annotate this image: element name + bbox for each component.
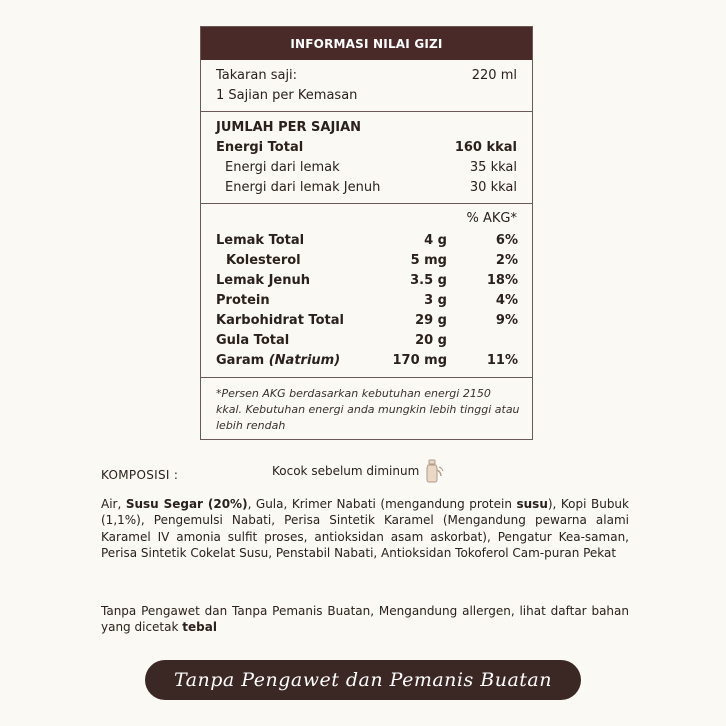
akg-header: % AKG* — [466, 211, 517, 226]
allergen-highlight: Susu Segar (20%) — [125, 497, 248, 511]
nutrient-name: Lemak Total — [216, 233, 305, 248]
divider — [201, 377, 532, 378]
shake-instruction — [272, 458, 445, 484]
nutrient-amount: 170 mg — [392, 353, 447, 368]
serving-size-row — [216, 68, 517, 84]
allergen-note: Tanpa Pengawet dan Tanpa Pemanis Buatan, Mengandung allergen, lihat daftar bahan yang dicetak tebal — [101, 604, 629, 635]
nutrient-amount: 5 mg — [410, 253, 447, 268]
allergen-highlight: susu — [516, 497, 548, 511]
nutrition-facts-panel — [200, 26, 533, 440]
nutrient-akg: 2% — [495, 253, 518, 268]
nutrient-akg: 18% — [486, 273, 518, 288]
nutrient-akg: 9% — [495, 313, 518, 328]
nutrient-name-qualifier: (Natrium) — [268, 353, 341, 368]
energy-label: Energi Total — [216, 140, 304, 155]
nutrient-akg: 11% — [486, 353, 518, 368]
akg-header-row — [216, 211, 517, 227]
serving-size-label: Takaran saji: — [216, 68, 298, 83]
divider — [201, 111, 532, 112]
amount-per-serving-heading: JUMLAH PER SAJIAN — [216, 120, 362, 135]
nutrient-name: Kolesterol — [226, 253, 301, 268]
nutrient-amount: 20 g — [415, 333, 447, 348]
nutrient-name: Karbohidrat Total — [216, 313, 344, 328]
shake-label: Kocok sebelum diminum — [272, 464, 420, 478]
allergen-highlight: tebal — [182, 620, 217, 635]
shaking-bottle-icon — [423, 458, 445, 484]
no-preservatives-banner: Tanpa Pengawet dan Pemanis Buatan — [145, 660, 581, 700]
nutrient-amount: 3.5 g — [410, 273, 447, 288]
energy-value: 35 kkal — [469, 160, 517, 175]
serving-size-value: 220 ml — [471, 68, 517, 83]
energy-value: 30 kkal — [469, 180, 517, 195]
composition-heading: KOMPOSISI : — [101, 468, 179, 482]
nutrient-akg: 6% — [495, 233, 518, 248]
energy-value: 160 kkal — [454, 140, 517, 155]
nutrient-amount: 3 g — [424, 293, 447, 308]
servings-per-pack: 1 Sajian per Kemasan — [216, 88, 358, 103]
energy-saturated-fat-row — [216, 180, 517, 196]
akg-footnote: *Persen AKG berdasarkan kebutuhan energi 2150 kkal. Kebutuhan energi anda mungkin lebih tinggi atau lebih rendah — [216, 387, 520, 432]
composition-text: Air, Susu Segar (20%), Gula, Krimer Nabati (mengandung protein susu), Kopi Bubuk (1,1%), Pengemulsi Nabati, Perisa Sintetik Karamel (Mengandung pewarna alami Karamel IV amonia sulfit proses, antioksidan asam askorbat), Pengatur Kea-saman, Perisa Sintetik Cokelat Susu, Penstabil Nabati, Antioksidan Tokoferol Cam-puran Pekat — [101, 497, 629, 561]
amount-per-serving-row — [216, 120, 517, 136]
energy-label: Energi dari lemak Jenuh — [225, 180, 381, 195]
nutrient-name: Gula Total — [216, 333, 290, 348]
nutrient-name: Protein — [216, 293, 270, 308]
energy-total-row — [216, 140, 517, 156]
divider — [201, 203, 532, 204]
nutrient-akg: 4% — [495, 293, 518, 308]
energy-label: Energi dari lemak — [225, 160, 340, 175]
energy-fat-row — [216, 160, 517, 176]
panel-title: INFORMASI NILAI GIZI — [201, 27, 532, 60]
nutrient-name: Garam (Natrium) — [216, 353, 341, 368]
nutrient-name: Lemak Jenuh — [216, 273, 311, 288]
nutrient-amount: 4 g — [424, 233, 447, 248]
servings-per-pack-row — [216, 88, 517, 104]
nutrient-amount: 29 g — [415, 313, 447, 328]
